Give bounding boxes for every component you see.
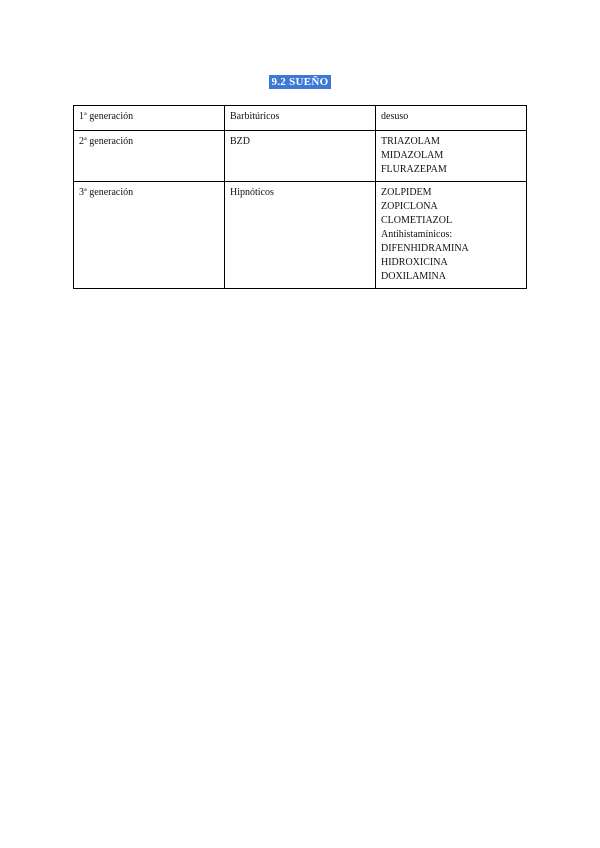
drugs-cell <box>376 182 527 289</box>
drug-class-cell: Barbitúricos <box>225 106 376 131</box>
drug-name: DOXILAMINA <box>381 271 446 282</box>
table-row <box>74 131 527 182</box>
drugs-cell <box>376 106 527 131</box>
drug-class-cell: Hipnóticos <box>225 182 376 289</box>
drug-name: MIDAZOLAM <box>381 150 444 161</box>
drug-name: ZOLPIDEM <box>381 187 432 198</box>
generation-cell: 2ª generación <box>74 131 225 182</box>
drugs-cell <box>376 131 527 182</box>
drug-name: HIDROXICINA <box>381 257 448 268</box>
generation-cell: 3ª generación <box>74 182 225 289</box>
generation-cell: 1ª generación <box>74 106 225 131</box>
heading-container <box>0 72 600 90</box>
drug-name: TRIAZOLAM <box>381 136 440 147</box>
sleep-drugs-table <box>73 105 527 289</box>
table-row <box>74 106 527 131</box>
drug-name: ZOPICLONA <box>381 201 438 212</box>
drug-class-cell: BZD <box>225 131 376 182</box>
drug-name: CLOMETIAZOL <box>381 215 453 226</box>
table-row <box>74 182 527 289</box>
drug-name: FLURAZEPAM <box>381 164 447 175</box>
drug-subheading: Antihistamínicos: <box>381 229 453 240</box>
drug-name: desuso <box>381 111 409 122</box>
drug-name: DIFENHIDRAMINA <box>381 243 469 254</box>
section-heading: 9.2 SUEÑO <box>271 76 329 88</box>
